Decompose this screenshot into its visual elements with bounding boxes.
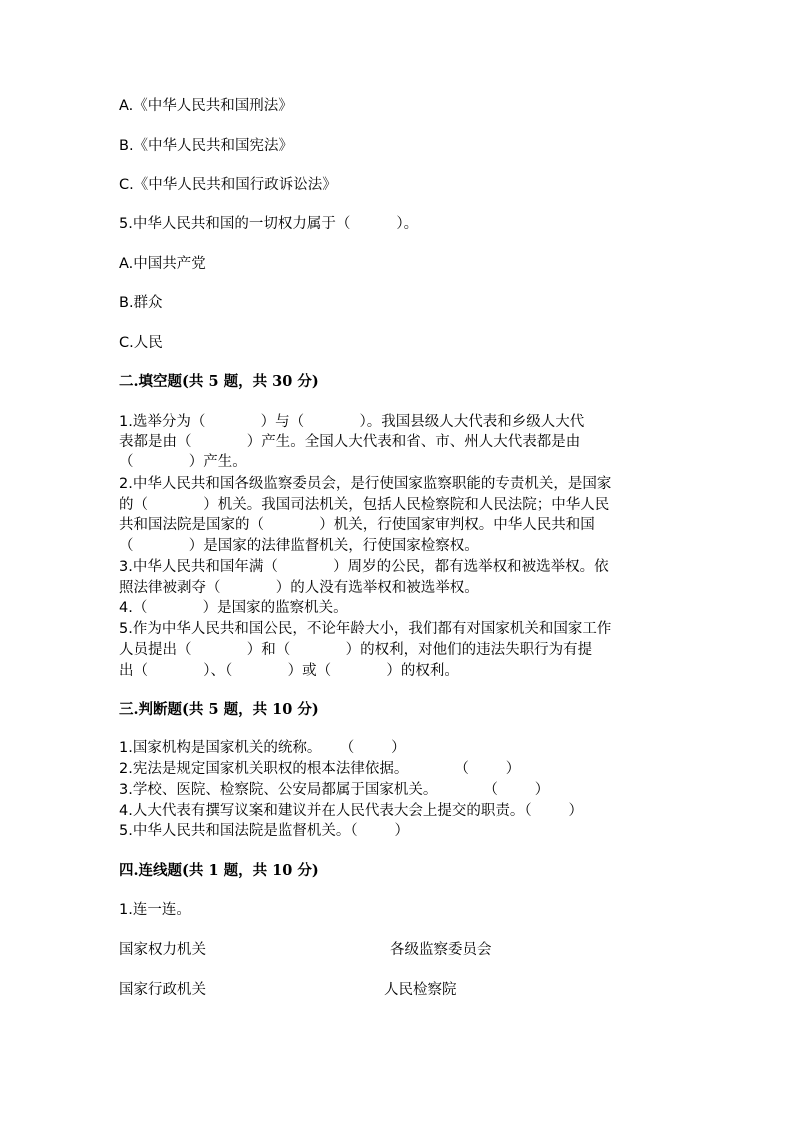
matching-left-item: 国家权力机关 [119,942,206,958]
matching-question: 1.连一连。 [119,902,191,918]
section2-heading: 二.填空题(共 5 题，共 30 分) [119,373,319,390]
q4-option-b: B.《中华人民共和国宪法》 [119,138,294,154]
q5-option-b: B.群众 [119,295,163,311]
section2-line: 4.（ ）是国家的监察机关。 [119,600,348,616]
q5-option-c: C.人民 [119,335,163,351]
judgement-item: 3.学校、医院、检察院、公安局都属于国家机关。 （ ） [119,782,550,798]
judgement-item: 1.国家机构是国家机关的统称。 （ ） [119,740,406,756]
section2-line: 5.作为中华人民共和国公民，不论年龄大小，我们都有对国家机关和国家工作 [119,621,612,637]
section2-line: 表都是由（ ）产生。全国人大代表和省、市、州人大代表都是由 [119,434,581,450]
section2-line: （ ）是国家的法律监督机关，行使国家检察权。 [119,538,479,554]
section3-heading: 三.判断题(共 5 题，共 10 分) [119,701,319,718]
judgement-item: 5.中华人民共和国法院是监督机关。（ ） [119,823,409,839]
section2-line: 3.中华人民共和国年满（ ）周岁的公民，都有选举权和被选举权。依 [119,559,609,575]
q4-option-c: C.《中华人民共和国行政诉讼法》 [119,177,337,193]
matching-right-item: 各级监察委员会 [390,942,492,958]
q5-option-a: A.中国共产党 [119,256,206,272]
q5-question: 5.中华人民共和国的一切权力属于（ ）。 [119,216,419,232]
judgement-item: 2.宪法是规定国家机关职权的根本法律依据。 （ ） [119,761,521,777]
judgement-item: 4.人大代表有撰写议案和建议并在人民代表大会上提交的职责。（ ） [119,803,583,819]
section4-heading: 四.连线题(共 1 题，共 10 分) [119,862,319,879]
section2-line: 人员提出（ ）和（ ）的权利，对他们的违法失职行为有提 [119,642,593,658]
section2-line: 出（ ）、（ ）或（ ）的权利。 [119,663,459,679]
section2-line: 1.选举分为（ ）与（ ）。我国县级人大代表和乡级人大代 [119,414,585,430]
section2-line: 的（ ）机关。我国司法机关，包括人民检察院和人民法院；中华人民 [119,497,610,513]
section2-line: 共和国法院是国家的（ ）机关，行使国家审判权。中华人民共和国 [119,517,595,533]
matching-right-item: 人民检察院 [384,982,457,998]
matching-left-item: 国家行政机关 [119,982,206,998]
section2-line: 2.中华人民共和国各级监察委员会，是行使国家监察职能的专责机关，是国家 [119,476,612,492]
section2-line: 照法律被剥夺（ ）的人没有选举权和被选举权。 [119,580,479,596]
q4-option-a: A.《中华人民共和国刑法》 [119,98,293,114]
section2-line: （ ）产生。 [119,454,247,470]
